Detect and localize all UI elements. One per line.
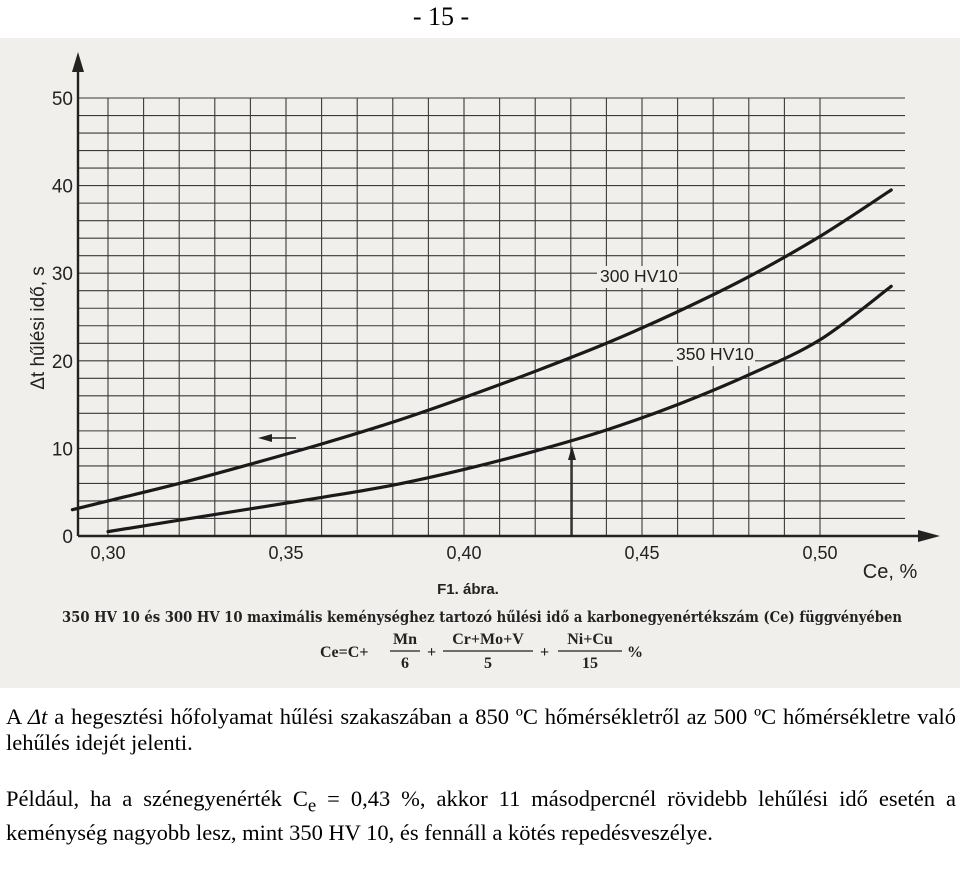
paragraph-example: Például, ha a szénegyenérték $C_e = 0,43$ %, akkor 11 másodpercnél rövidebb lehűlési idő esetén a keménység nagyobb lesz, mint 350 HV 10, és fennáll a kötés repedésveszélye. [6, 786, 956, 845]
x-tick-label: 0,45 [624, 543, 660, 563]
y-tick-label: 20 [51, 351, 73, 373]
paragraph-delta-t: A Δt a hegesztési hőfolyamat hűlési szakaszában a 850 ºC hőmérsékletről az 500 ºC hőmérsékletre való lehűlés idejét jelenti. [6, 704, 957, 755]
x-tick-label: 0,40 [446, 543, 482, 563]
ce-formula [320, 631, 643, 672]
y-tick-label: 40 [51, 176, 73, 198]
page-number: - 15 - [412, 2, 470, 31]
figure-caption: 350 HV 10 és 300 HV 10 maximális keménységhez tartozó hűlési idő a karbonegyenértékszám (Ce) függvényében [62, 609, 903, 626]
y-axis-arrow [72, 52, 84, 72]
y-tick-label: 50 [51, 89, 73, 110]
series-label-350hv10: 350 HV10 [676, 344, 754, 364]
svg-text:+: + [427, 644, 437, 661]
formula-term-3-den: 15 [582, 655, 598, 672]
formula-term-1-den: 6 [401, 655, 409, 672]
y-tick-label: 30 [51, 264, 73, 286]
formula-term-1-num: Mn [393, 631, 417, 648]
y-axis-label: Δt hűlési idő, s [28, 266, 49, 390]
x-axis-arrow [918, 530, 940, 542]
y-tick-label: 0 [62, 527, 73, 548]
svg-text:+: + [540, 644, 550, 661]
x-tick-label: 0,35 [268, 543, 304, 563]
x-tick-label: 0,50 [802, 543, 838, 563]
formula-lhs: Ce=C+ [320, 644, 369, 661]
formula-term-2-den: 5 [484, 655, 492, 672]
formula-term-2-num: Cr+Mo+V [452, 631, 524, 648]
figure-label: F1. ábra. [437, 581, 499, 598]
series-label-300hv10: 300 HV10 [600, 266, 678, 286]
x-tick-label: 0,30 [90, 543, 126, 563]
formula-term-3-num: Ni+Cu [567, 631, 613, 648]
y-tick-label: 10 [51, 439, 73, 461]
x-axis-label: Ce, % [862, 561, 918, 583]
subscript-e: e [307, 795, 317, 817]
formula-unit: % [627, 644, 643, 661]
hulesi-ido-chart [0, 38, 960, 688]
delta-t-symbol: Δt [27, 704, 48, 729]
